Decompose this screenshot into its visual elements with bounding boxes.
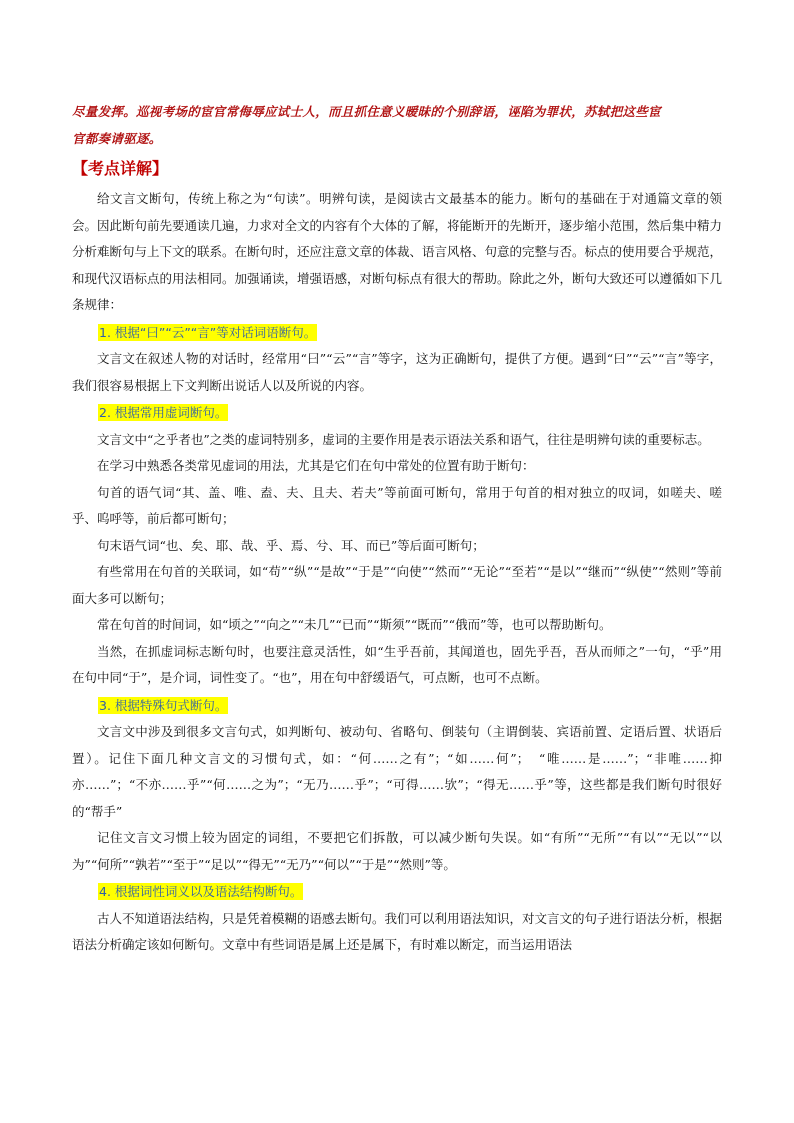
paragraph-rule-2e: 有些常用在句首的关联词，如“苟”“纵”“是故”“于是”“向使”“然而”“无论”“至若”“是以”“继而”“纵使”“然则”等前面大多可以断句；: [72, 564, 722, 606]
paragraph-intro: 给文言文断句，传统上称之为“句读”。明辨句读，是阅读古文最基本的能力。断句的基础在于对通篇文章的领会。因此断句前先要通读几遍，力求对全文的内容有个大体的了解，将能断开的先断开，逐步缩小范围，然后集中精力分析难断句与上下文的联系。在断句时，还应注意文章的体裁、语言风格、句意的完整与否。标点的使用要合乎规范，和现代汉语标点的用法相同。加强诵读，增强语感，对断句标点有很大的帮助。除此之外，断句大致还可以遵循如下几条规律：: [72, 191, 723, 312]
paragraph-rule-2g: 当然，在抓虚词标志断句时，也要注意灵活性，如“生乎吾前，其闻道也，固先乎吾，吾从而师之”一句，“乎”用在句中同“于”，是介词，词性变了。“也”，用在句中舒缓语气，可点断，也可不点断。: [72, 643, 722, 685]
paragraph-rule-2f: 常在句首的时间词，如“顷之”“向之”“未几”“已而”“斯须”“既而”“俄而”等，也可以帮助断句。: [97, 617, 612, 632]
intro-red-line-2: 官都奏请驱逐。: [72, 131, 162, 146]
rule-heading-1-text: 1. 根据“曰”“云”“言”等对话词语断句。: [99, 324, 317, 340]
rule-heading-3: [72, 692, 722, 720]
document-body: [72, 98, 722, 959]
intro-red-line-1: 尽量发挥。巡视考场的宦官常侮辱应试士人，而且抓住意义暧昧的个别辞语，诬陷为罪状，苏轼把这些宦: [72, 104, 661, 119]
rule-heading-3-text: 3. 根据特殊句式断句。: [99, 697, 228, 713]
paragraph-rule-4: 古人不知道语法结构，只是凭着模糊的语感去断句。我们可以利用语法知识，对文言文的句子进行语法分析，根据语法分析确定该如何断句。文章中有些词语是属上还是属下，有时难以断定，而当运用语法: [72, 910, 723, 952]
rule-heading-2: [72, 399, 722, 427]
rule-heading-4-text: 4. 根据词性词义以及语法结构断句。: [99, 884, 303, 899]
paragraph-rule-3b: 记住文言文习惯上较为固定的词组，不要把它们拆散，可以减少断句失误。如“有所”“无所”“有以”“无以”“以为”“何所”“孰若”“至于”“足以”“得无”“无乃”“何以”“于是”“然则”等。: [72, 830, 722, 872]
paragraph-rule-2c: 句首的语气词“其、盖、唯、盍、夫、且夫、若夫”等前面可断句，常用于句首的相对独立的叹词，如嗟夫、嗟乎、呜呼等，前后都可断句；: [72, 484, 722, 526]
paragraph-rule-2a: 文言文中“之乎者也”之类的虚词特别多，虚词的主要作用是表示语法关系和语气，往往是明辨句读的重要标志。: [97, 431, 710, 447]
paragraph-rule-3a: 文言文中涉及到很多文言句式，如判断句、被动句、省略句、倒装句（主谓倒装、宾语前置、定语后置、状语后置）。记住下面几种文言文的习惯句式，如：“何……之有”；“如……何”； “唯……是……”；“非唯……抑亦……”；“不亦……乎”“何……之为”；“无乃……乎”；“可得……欤”；“得无……乎”等，这些都是我们断句时很好的“帮手”: [72, 724, 722, 819]
paragraph-rule-2d: 句末语气词“也、矣、耶、哉、乎、焉、兮、耳、而已”等后面可断句；: [97, 537, 485, 553]
rule-heading-2-text: 2. 根据常用虚词断句。: [99, 405, 228, 420]
paragraph-rule-1: 文言文在叙述人物的对话时，经常用“曰”“云”“言”等字，这为正确断句，提供了方便。遇到“曰”“云”“言”等字，我们很容易根据上下文判断出说话人以及所说的内容。: [72, 351, 722, 393]
paragraph-rule-2b: 在学习中熟悉各类常见虚词的用法，尤其是它们在句中常处的位置有助于断句：: [97, 458, 535, 473]
rule-heading-4: [72, 878, 722, 906]
section-heading: 【考点详解】: [72, 159, 169, 178]
rule-heading-1: [72, 319, 722, 347]
